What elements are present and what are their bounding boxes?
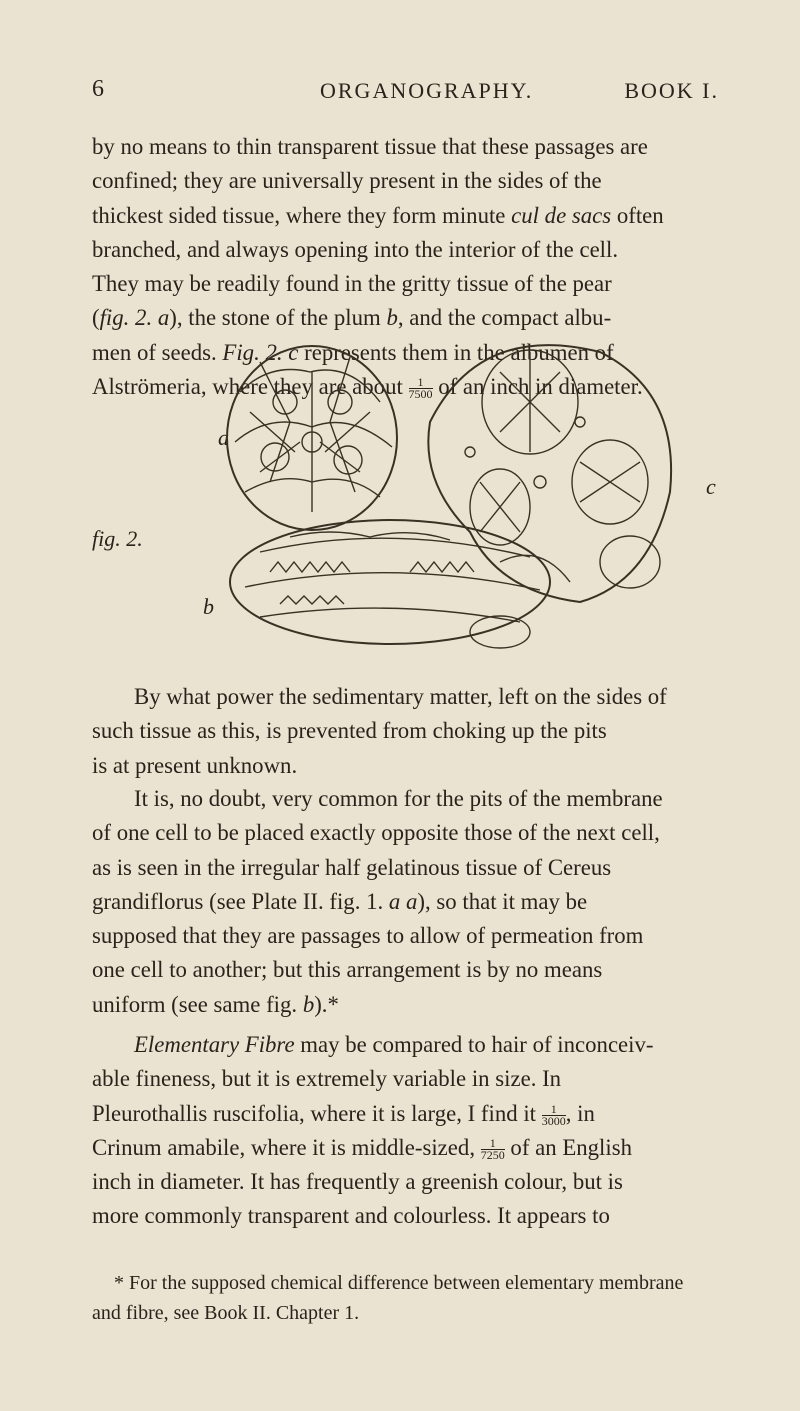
- paragraph-4: [92, 1028, 712, 1234]
- text-line: It is, no doubt, very common for the pits of the membrane: [134, 786, 663, 811]
- text-line: Crinum amabile, where it is middle-sized, $\frac{1}{7250}$ of an English: [92, 1134, 632, 1163]
- text-line: By what power the sedimentary matter, left on the sides of: [134, 684, 667, 709]
- footnote-line: and fibre, see Book II. Chapter 1.: [92, 1302, 360, 1324]
- text-line: able fineness, but it is extremely variable in size. In: [92, 1066, 562, 1092]
- text-line: by no means to thin transparent tissue that these passages are: [92, 134, 648, 159]
- page-number: 6: [92, 76, 105, 102]
- text-line: Alströmeria, where they are about $\frac{1}{7500}$ of an inch in diameter.: [92, 374, 643, 402]
- figure-letter-b: b: [203, 594, 214, 619]
- text-line: supposed that they are passages to allow of permeation from: [92, 923, 644, 949]
- figure-label: fig. 2.: [92, 526, 143, 551]
- text-line: of one cell to be placed exactly opposite those of the next cell,: [92, 820, 660, 846]
- text-line: is at present unknown.: [92, 752, 298, 778]
- paragraph-2: [92, 680, 712, 783]
- text-line: men of seeds. Fig. 2. c represents them in the albumen of: [92, 339, 614, 365]
- footnote: [92, 1268, 712, 1328]
- cell-tissue-illustration: [200, 332, 730, 652]
- book-label: BOOK I.: [624, 78, 719, 103]
- text-line: one cell to another; but this arrangement is by no means: [92, 957, 603, 983]
- fraction: $\frac{1}{7250}$: [480, 1136, 505, 1163]
- text-line: branched, and always opening into the interior of the cell.: [92, 236, 619, 262]
- fraction: $\frac{1}{3000}$: [541, 1101, 566, 1128]
- text-line: grandiflorus (see Plate II. fig. 1. a a), so that it may be: [92, 888, 588, 914]
- text-line: confined; they are universally present in the sides of the: [92, 168, 602, 194]
- figure-letter-c: c: [706, 474, 716, 499]
- running-header: [92, 76, 719, 110]
- text-line: They may be readily found in the gritty tissue of the pear: [92, 271, 612, 297]
- footnote-line: * For the supposed chemical difference between elementary membrane: [114, 1272, 684, 1294]
- figure-letter-a: a: [218, 425, 229, 450]
- text-line: as is seen in the irregular half gelatinous tissue of Cereus: [92, 854, 612, 880]
- text-line: inch in diameter. It has frequently a greenish colour, but is: [92, 1169, 623, 1195]
- text-line: more commonly transparent and colourless. It appears to: [92, 1203, 610, 1229]
- text-line: (fig. 2. a), the stone of the plum b, and the compact albu-: [92, 305, 612, 331]
- text-line: Elementary Fibre may be compared to hair of inconceiv-: [134, 1032, 654, 1057]
- text-line: Pleurothallis ruscifolia, where it is large, I find it $\frac{1}{3000}$ , in: [92, 1100, 595, 1128]
- fraction: $\frac{1}{7500}$: [408, 375, 433, 402]
- text-line: thickest sided tissue, where they form minute cul de sacs often: [92, 202, 664, 228]
- text-line: such tissue as this, is prevented from choking up the pits: [92, 718, 607, 744]
- text-line: uniform (see same fig. b).*: [92, 991, 339, 1017]
- running-title: ORGANOGRAPHY.: [320, 78, 534, 103]
- paragraph-3: [92, 782, 712, 1022]
